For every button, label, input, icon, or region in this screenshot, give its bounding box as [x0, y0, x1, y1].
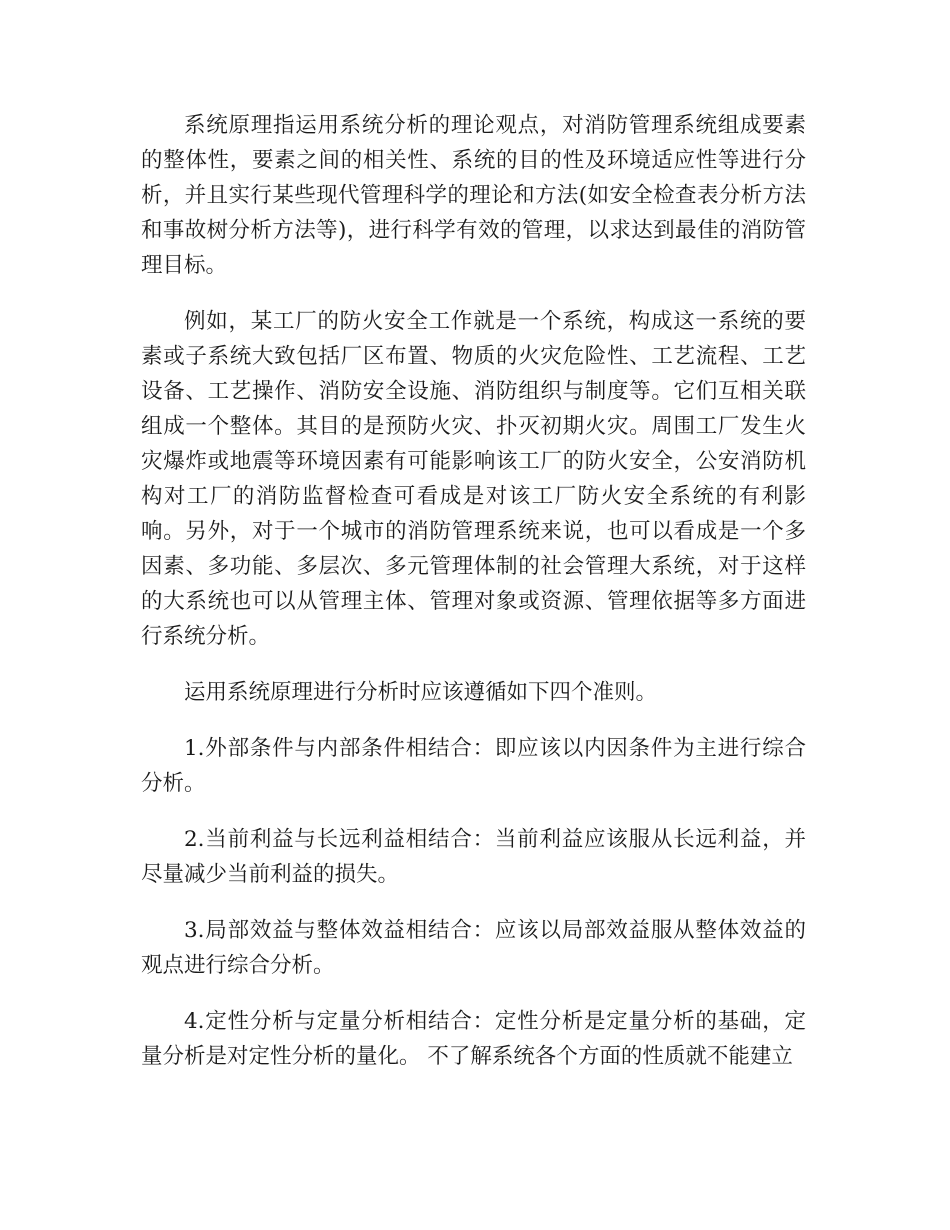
paragraph-system-principle: 系统原理指运用系统分析的理论观点，对消防管理系统组成要素的整体性，要素之间的相关性、系统的目的性及环境适应性等进行分析，并且实行某些现代管理科学的理论和方法(如安全检查表分析方法和事故树分析方法等)，进行科学有效的管理，以求达到最佳的消防管理目标。 [141, 113, 806, 278]
paragraph-criterion-2: 2.当前利益与长远利益相结合：当前利益应该服从长远利益，并尽量减少当前利益的损失。 [141, 827, 806, 887]
paragraph-factory-example: 例如，某工厂的防火安全工作就是一个系统，构成这一系统的要素或子系统大致包括厂区布置、物质的火灾危险性、工艺流程、工艺设备、工艺操作、消防安全设施、消防组织与制度等。它们互相关联组成一个整体。其目的是预防火灾、扑灭初期火灾。周围工厂发生火灾爆炸或地震等环境因素有可能影响该工厂的防火安全，公安消防机构对工厂的消防监督检查可看成是对该工厂防火安全系统的有利影响。另外，对于一个城市的消防管理系统来说，也可以看成是一个多因素、多功能、多层次、多元管理体制的社会管理大系统，对于这样的大系统也可以从管理主体、管理对象或资源、管理依据等多方面进行系统分析。 [141, 309, 806, 649]
paragraph-criterion-1: 1.外部条件与内部条件相结合：即应该以内因条件为主进行综合分析。 [141, 736, 806, 796]
paragraph-four-criteria-intro: 运用系统原理进行分析时应该遵循如下四个准则。 [184, 680, 658, 705]
paragraph-criterion-3: 3.局部效益与整体效益相结合：应该以局部效益服从整体效益的观点进行综合分析。 [141, 918, 806, 978]
document-page [141, 108, 806, 1095]
paragraph-criterion-4: 4.定性分析与定量分析相结合：定性分析是定量分析的基础，定量分析是对定性分析的量化。 不了解系统各个方面的性质就不能建立 [141, 1009, 806, 1069]
